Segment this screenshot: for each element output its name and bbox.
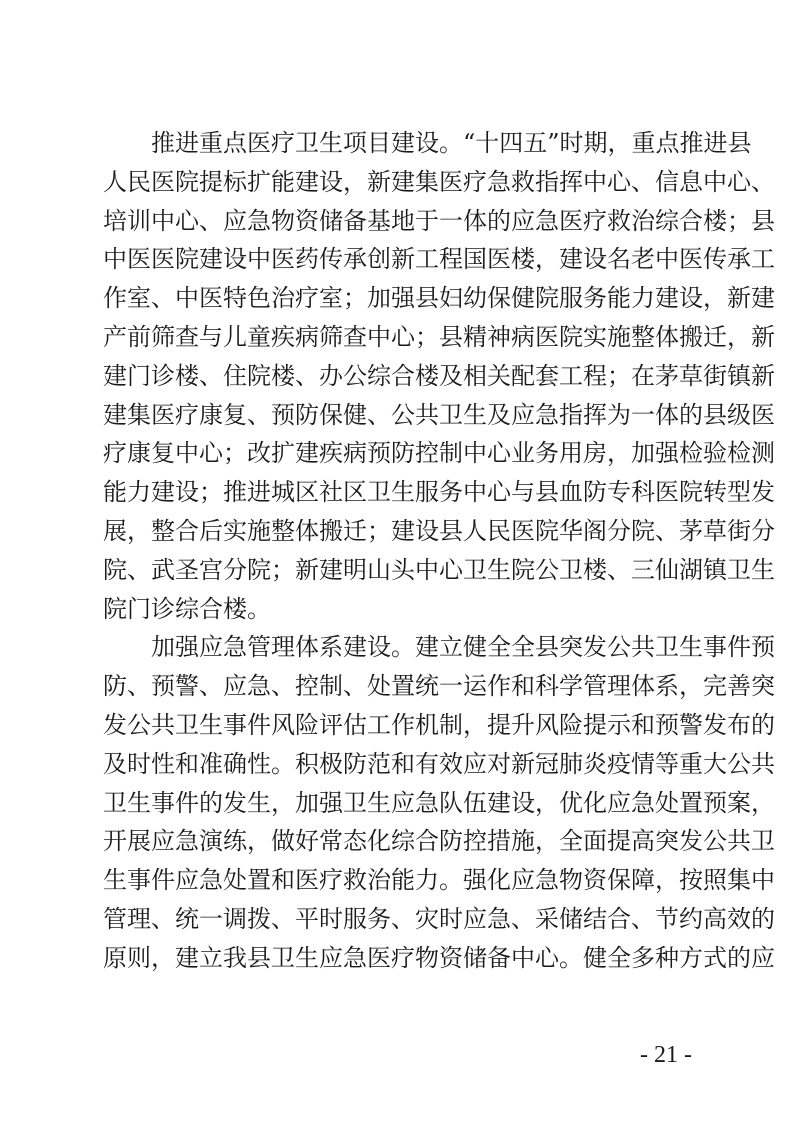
- text-line: 发公共卫生事件风险评估工作机制，提升风险提示和预警发布的: [103, 710, 775, 739]
- text-line: 加强应急管理体系建设。建立健全全县突发公共卫生事件预: [151, 633, 775, 662]
- text-line: 院、武圣宫分院；新建明山头中心卫生院公卫楼、三仙湖镇卫生: [103, 555, 775, 584]
- text-line: 能力建设；推进城区社区卫生服务中心与县血防专科医院转型发: [103, 478, 775, 507]
- text-line: 推进重点医疗卫生项目建设。“十四五”时期，重点推进县: [151, 129, 752, 157]
- text-line: 防、预警、应急、控制、处置统一运作和科学管理体系，完善突: [103, 672, 775, 701]
- body-text: [103, 124, 775, 978]
- text-line: 作室、中医特色治疗室；加强县妇幼保健院服务能力建设，新建: [103, 284, 775, 313]
- text-line: 展，整合后实施整体搬迁；建设县人民医院华阁分院、茅草街分: [103, 516, 775, 545]
- text-line: 管理、统一调拨、平时服务、灾时应急、采储结合、节约高效的: [103, 904, 775, 933]
- text-line: 原则，建立我县卫生应急医疗物资储备中心。健全多种方式的应: [103, 943, 775, 972]
- text-line: 中医医院建设中医药传承创新工程国医楼，建设名老中医传承工: [103, 245, 775, 274]
- text-line: 生事件应急处置和医疗救治能力。强化应急物资保障，按照集中: [103, 866, 775, 895]
- paragraph-medical-projects: [103, 124, 775, 628]
- text-line: 卫生事件的发生，加强卫生应急队伍建设，优化应急处置预案，: [103, 788, 775, 817]
- text-line: 建门诊楼、住院楼、办公综合楼及相关配套工程；在茅草街镇新: [103, 361, 775, 390]
- text-line: 院门诊综合楼。: [103, 594, 271, 623]
- text-line: 开展应急演练，做好常态化综合防控措施，全面提高突发公共卫: [103, 827, 775, 856]
- text-line: 产前筛查与儿童疾病筛查中心；县精神病医院实施整体搬迁，新: [103, 322, 775, 351]
- text-line: 建集医疗康复、预防保健、公共卫生及应急指挥为一体的县级医: [103, 400, 775, 429]
- text-line: 疗康复中心；改扩建疾病预防控制中心业务用房，加强检验检测: [103, 439, 775, 468]
- paragraph-emergency-management: [103, 628, 775, 977]
- text-line: 及时性和准确性。积极防范和有效应对新冠肺炎疫情等重大公共: [103, 749, 775, 778]
- text-line: 培训中心、应急物资储备基地于一体的应急医疗救治综合楼；县: [103, 206, 775, 235]
- page-number: - 21 -: [640, 1042, 692, 1068]
- text-line: 人民医院提标扩能建设，新建集医疗急救指挥中心、信息中心、: [103, 167, 775, 196]
